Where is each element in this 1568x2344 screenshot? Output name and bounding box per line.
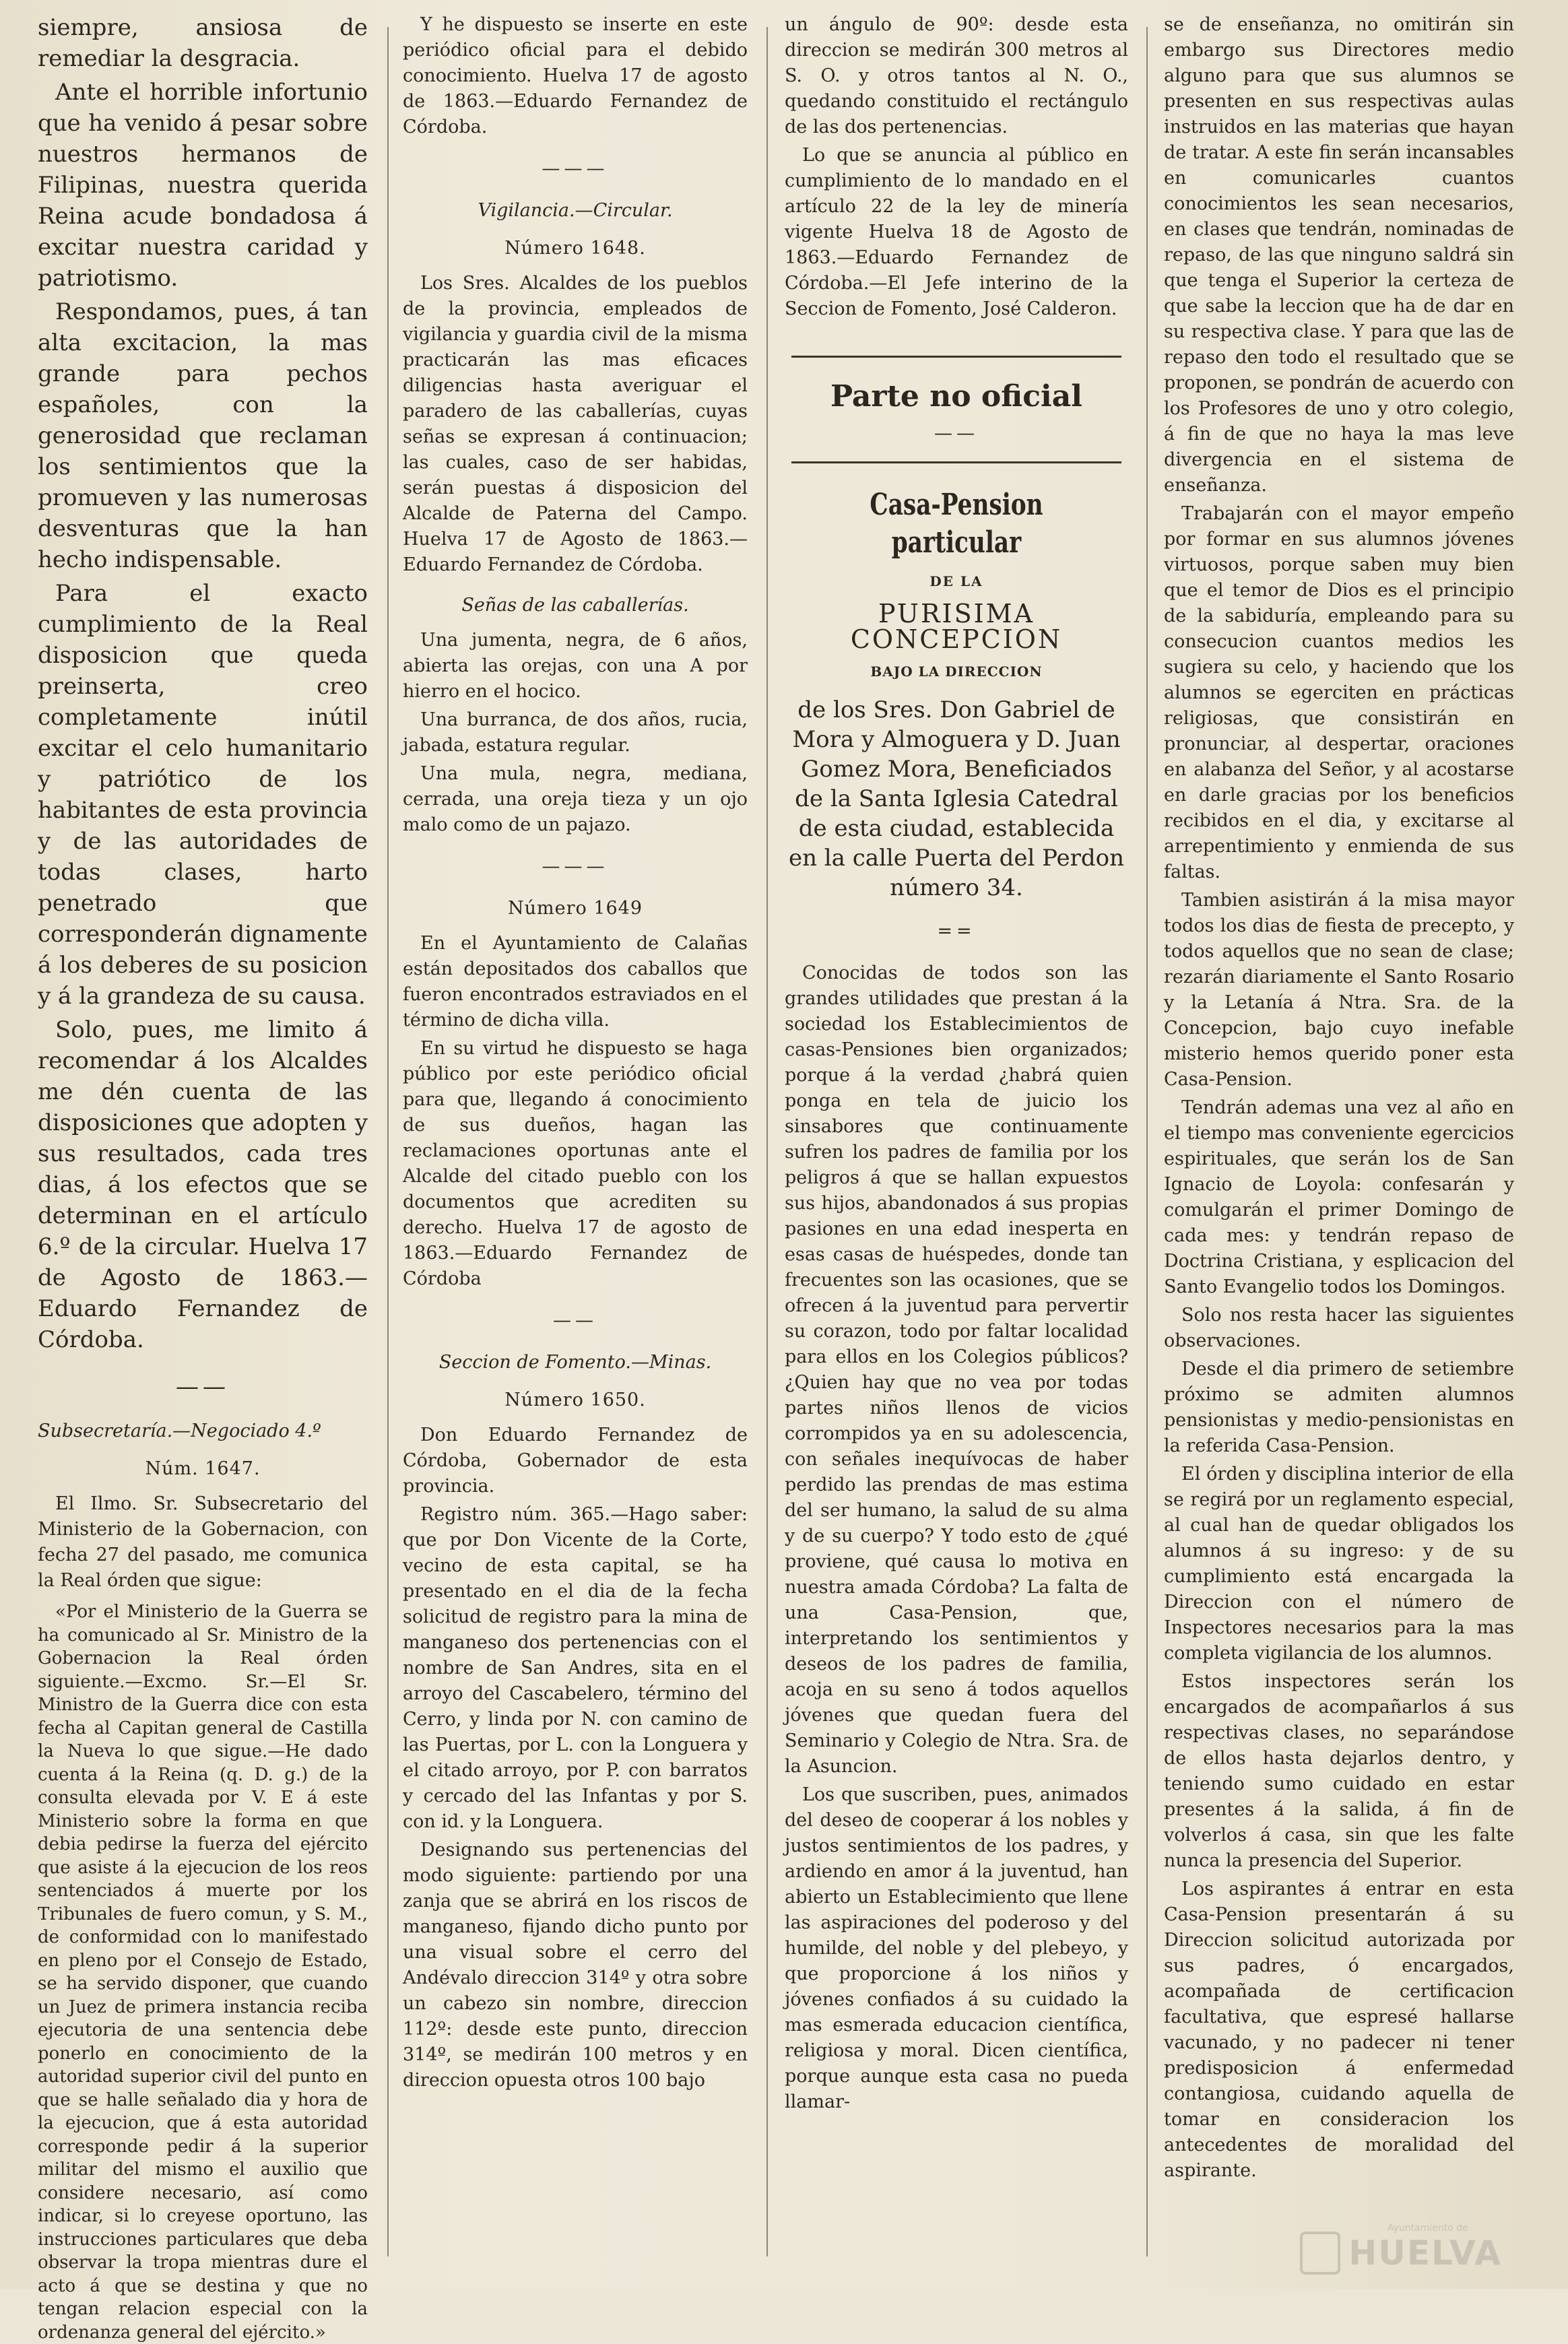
- column-2: [403, 12, 748, 2275]
- paragraph: Lo que se anuncia al público en cumplimiento de lo mandado en el artículo 22 de la ley de minería vigente Huelva 18 de Agosto de 1863.—Eduardo Fernandez de Córdoba.—El Jefe interino de la Seccion de Fomento, José Calderon.: [785, 145, 1128, 319]
- paragraph: Una mula, negra, mediana, cerrada, una oreja tieza y un ojo malo como de un pajazo.: [403, 763, 748, 835]
- column-divider: [1146, 27, 1148, 2256]
- paragraph: «Por el Ministerio de la Guerra se ha comunicado al Sr. Ministro de la Gobernacion la Real órden siguiente.—Excmo. Sr.—El Sr. Ministro de la Guerra dice con esta fecha al Capitan general de Castilla la Nueva lo que sigue.—He dado cuenta á la Reina (q. D. g.) de la consulta elevada por V. E á este Ministerio sobre la forma en que debia pedirse la fuerza del ejército que asiste á la ejecucion de los reos sentenciados á muerte por los Tribunales de fuero comun, y S. M., de conformidad con lo manifestado en pleno por el Consejo de Estado, se ha servido disponer, que cuando un Juez de primera instancia reciba ejecutoria de una sentencia debe ponerlo en conocimiento de la autoridad superior civil del punto en que se halle señalado dia y hora de la ejecucion, que á esta autoridad corresponde pedir á la superior militar del mismo el auxilio que considere necesario, así como indicar, si lo creyese oportuno, las instrucciones particulares que deba observar la tropa mientras dure el acto á que se destina y que no tengan relacion especial con la ordenanza general del ejército.»: [38, 1602, 368, 2343]
- paragraph: El Ilmo. Sr. Subsecretario del Ministerio de la Gobernacion, con fecha 27 del pasado, me comunica la Real órden que sigue:: [38, 1493, 368, 1591]
- article-subtitle: BAJO LA DIRECCION: [870, 663, 1043, 680]
- column-4: [1164, 12, 1514, 2275]
- section-heading: Señas de las caballerías.: [461, 595, 689, 616]
- paragraph: Designando sus pertenencias del modo siguiente: partiendo por una zanja que se abrirá en los riscos de manganeso, fijando dicho punto por una visual sobre el cerro del Andévalo direccion 314º y otra sobre un cabezo sin nombre, direccion 112º: desde este punto, direccion 314º, se medirán 100 metros y en direccion opuesta otros 100 bajo: [403, 1840, 748, 2091]
- column-divider: [387, 27, 389, 2256]
- paragraph: Registro núm. 365.—Hago saber: que por Don Vicente de la Corte, vecino de esta capital, se ha presentado en el dia de la fecha solicitud de registro para la mina de manganeso dos pertenencias con el nombre de San Andres, sita en el arroyo del Cascabelero, término del Cerro, y linda por N. con camino de las Puertas, por L. con la Longuera y el citado arroyo, por P. con barratos y cercado del las Infantas y por S. con id. y la Longuera.: [403, 1504, 748, 1832]
- paragraph: Estos inspectores serán los encargados de acompañarlos á sus respectivas clases, no separándose de ellos hasta dejarlos dentro, y teniendo sumo cuidado en estar presentes á la salida, á fin de volverlos á casa, sin que les falte nunca la presencia del Superior.: [1164, 1671, 1514, 1871]
- paragraph: se de enseñanza, no omitirán sin embargo sus Directores medio alguno para que sus alumnos se presenten en sus respectivas aulas instruidos en las materias que hayan de tratar. A este fin serán incansables en comunicarles cuantos conocimientos les sean necesarios, en clases que tendrán, nominadas de repaso, de las que ninguno saldrá sin que tenga el Superior la certeza de que sabe la leccion que ha de dar en su respectiva clase. Y para que las de repaso den todo el resultado que se proponen, se pondrán de acuerdo con los Profesores de uno y otro colegio, á fin de que no haya la mas leve divergencia en el sistema de enseñanza.: [1164, 14, 1514, 496]
- crest-icon: [1300, 2232, 1340, 2275]
- paragraph: Tendrán ademas una vez al año en el tiempo mas conveniente egercicios espirituales, que serán los de San Ignacio de Loyola: confesarán y comulgarán el primer Domingo de cada mes: y tendrán repaso de Doctrina Cristiana, y esplicacion del Santo Evangelio todos los Domingos.: [1164, 1097, 1514, 1297]
- article-subtitle: PURISIMA CONCEPCION: [850, 599, 1063, 654]
- separator: ——: [176, 1373, 230, 1400]
- section-heading: Subsecretaría.—Negociado 4.º: [38, 1421, 321, 1441]
- watermark-caption: Ayuntamiento de: [1387, 2223, 1468, 2234]
- separator: ———: [542, 856, 609, 877]
- item-number: Número 1650.: [504, 1390, 646, 1410]
- paragraph: Los Sres. Alcaldes de los pueblos de la provincia, empleados de vigilancia y guardia civil de la misma practicarán las mas eficaces diligencias hasta averiguar el paradero de las caballerías, cuyas señas se expresan á continuacion; las cuales, caso de ser habidas, serán puestas á disposicion del Alcalde de Paterna del Campo. Huelva 17 de Agosto de 1863.—Eduardo Fernandez de Córdoba.: [403, 273, 748, 575]
- item-number: Número 1648.: [504, 238, 646, 259]
- paragraph: Don Eduardo Fernandez de Córdoba, Gobernador de esta provincia.: [403, 1425, 748, 1497]
- separator: ——: [553, 1310, 597, 1331]
- section-heading: Seccion de Fomento.—Minas.: [438, 1352, 712, 1373]
- item-number: Núm. 1647.: [145, 1458, 261, 1479]
- paragraph: Desde el dia primero de setiembre próximo se admiten alumnos pensionistas y medio-pensionistas en la referida Casa-Pension.: [1164, 1359, 1514, 1456]
- article-subtitle: DE LA: [929, 573, 983, 589]
- separator: ==: [937, 921, 976, 942]
- paragraph: Trabajarán con el mayor empeño por formar en sus alumnos jóvenes virtuosos, porque saben muy bien que el temor de Dios es el principio de la sabiduría, empleando para su consecucion cuantos medios les sugiera su celo, y haciendo que los alumnos se egerciten en prácticas religiosas, que consistirán en pronunciar, al despertar, oraciones en alabanza del Señor, y al acostarse en darle gracias por los beneficios recibidos en el dia, y excitarse al arrepentimiento y enmienda de sus faltas.: [1164, 503, 1514, 882]
- paragraph: Conocidas de todos son las grandes utilidades que prestan á la sociedad los Establecimientos de casas-Pensiones bien organizados; porque á la verdad ¿habrá quien ponga en tela de juicio los sinsabores que continuamente sufren los padres de familia por los peligros á que se hallan expuestos sus hijos, abandonados á sus propias pasiones en una edad inesperta en esas casas de huéspedes, donde tan frecuentes son las ocasiones, que se ofrecen á la juventud para pervertir su corazon, todo por faltar localidad para ellos en los Colegios públicos? ¿Quien hay que no vea por todas partes niños llenos de vicios corrompidos ya en su adolescencia, con señales inequívocas de haber perdido las prendas de mas estima del ser humano, la salud de su alma y de su cuerpo? Y todo esto de ¿qué proviene, qué causa lo motiva en nuestra amada Córdoba? La falta de una Casa-Pension, que, interpretando los sentimientos y deseos de los padres de familia, acoja en su seno á todos aquellos jóvenes que quedan fuera del Seminario y Colegio de Ntra. Sra. de la Asuncion.: [785, 963, 1128, 1777]
- paragraph: siempre, ansiosa de remediar la desgracia.: [38, 14, 368, 72]
- paragraph: En el Ayuntamiento de Calañas están depositados dos caballos que fueron encontrados estraviados en el término de dicha villa.: [403, 933, 748, 1031]
- column-divider: [766, 27, 768, 2256]
- separator: ———: [542, 158, 609, 179]
- paragraph: Una jumenta, negra, de 6 años, abierta las orejas, con una A por hierro en el hocico.: [403, 630, 748, 702]
- paragraph: En su virtud he dispuesto se haga público por este periódico oficial para que, llegando á conocimiento de sus dueños, hagan las reclamaciones oportunas ante el Alcalde del citado pueblo con los documentos que acrediten su derecho. Huelva 17 de agosto de 1863.—Eduardo Fernandez de Córdoba: [403, 1038, 748, 1289]
- article-title: Casa-Pension particular: [870, 488, 1043, 560]
- paragraph: El órden y disciplina interior de ella se regirá por un reglamento especial, al cual han de quedar obligados los alumnos á su ingreso: y de su cumplimiento está encargada la Direccion con el número de Inspectores necesarios para la mas completa vigilancia de los alumnos.: [1164, 1464, 1514, 1664]
- separator: ——: [934, 423, 979, 444]
- section-title: Parte no oficial: [830, 379, 1082, 414]
- watermark-text: HUELVA: [1348, 2234, 1502, 2273]
- paragraph: Solo nos resta hacer las siguientes observaciones.: [1164, 1305, 1514, 1351]
- watermark: [1300, 2226, 1502, 2280]
- section-heading: Vigilancia.—Circular.: [478, 200, 673, 221]
- paragraph: Los que suscriben, pues, animados del deseo de cooperar á los nobles y justos sentimientos de los padres, y ardiendo en amor á la juventud, han abierto un Establecimiento que llene las aspiraciones del poderoso y del humilde, del noble y del plebeyo, y que proporcione á los niños y jóvenes confiados á su cuidado la mas esmerada educacion científica, religiosa y moral. Dicen científica, porque aunque esta casa no pueda llamar-: [785, 1784, 1128, 2112]
- paragraph: Para el exacto cumplimiento de la Real disposicion que queda preinserta, creo completamente inútil excitar el celo humanitario y patriótico de los habitantes de esta provincia y de las autoridades de todas clases, harto penetrado que corresponderán dignamente á los deberes de su posicion y á la grandeza de su causa.: [38, 580, 368, 1010]
- paragraph: Una burranca, de dos años, rucia, jabada, estatura regular.: [403, 709, 748, 756]
- horizontal-rule: [791, 461, 1121, 463]
- paragraph: Solo, pues, me limito á recomendar á los Alcaldes me dén cuenta de las disposiciones que adopten y sus resultados, cada tres dias, á los efectos que se determinan en el artículo 6.º de la circular. Huelva 17 de Agosto de 1863.—Eduardo Fernandez de Córdoba.: [38, 1016, 368, 1353]
- column-3: [785, 12, 1128, 2275]
- column-1: [38, 12, 368, 2343]
- paragraph: Y he dispuesto se inserte en este periódico oficial para el debido conocimiento. Huelva 17 de agosto de 1863.—Eduardo Fernandez de Córdoba.: [403, 14, 748, 137]
- paragraph: Respondamos, pues, á tan alta excitacion, la mas grande para pechos españoles, con la generosidad que reclaman los sentimientos que la promueven y las numerosas desventuras que la han hecho indispensable.: [38, 298, 368, 573]
- paragraph: Tambien asistirán á la misa mayor todos los dias de fiesta de precepto, y todos aquellos que no sean de clase; rezarán diariamente el Santo Rosario y la Letanía á Ntra. Sra. de la Concepcion, bajo cuyo inefable misterio hemos querido poner esta Casa-Pension.: [1164, 890, 1514, 1090]
- paragraph: Los aspirantes á entrar en esta Casa-Pension presentarán á su Direccion solicitud autorizada por sus padres, ó encargados, acompañada de certificacion facultativa, que espresé hallarse vacunado, y no padecer ni tener predisposicion á enfermedad contangiosa, cuidando aquella de tomar en consideracion los antecedentes de moralidad del aspirante.: [1164, 1879, 1514, 2181]
- horizontal-rule: [791, 356, 1121, 358]
- lead-paragraph: de los Sres. Don Gabriel de Mora y Almoguera y D. Juan Gomez Mora, Beneficiados de la Santa Iglesia Catedral de esta ciudad, establecida en la calle Puerta del Perdon número 34.: [788, 696, 1125, 901]
- item-number: Número 1649: [507, 898, 643, 919]
- paragraph: un ángulo de 90º: desde esta direccion se medirán 300 metros al S. O. y otros tantos al N. O., quedando constituido el rectángulo de las dos pertenencias.: [785, 14, 1128, 137]
- paragraph: Ante el horrible infortunio que ha venido á pesar sobre nuestros hermanos de Filipinas, nuestra querida Reina acude bondadosa á excitar nuestra caridad y patriotismo.: [38, 79, 368, 292]
